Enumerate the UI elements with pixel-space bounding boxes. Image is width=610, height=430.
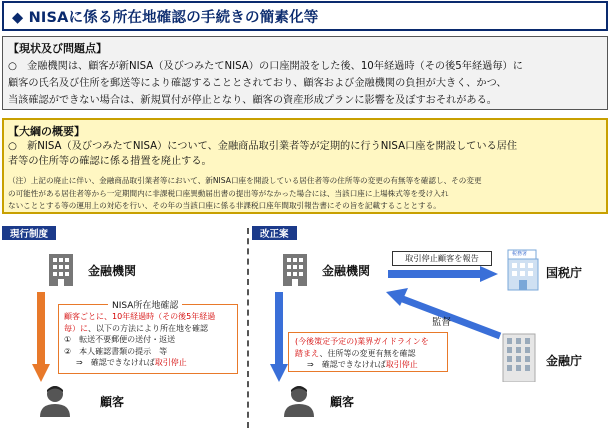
building-icon bbox=[44, 252, 78, 286]
current-system-tag: 現行制度 bbox=[2, 226, 56, 240]
guide-result: ⇒ 確認できなければ取引停止 bbox=[307, 360, 418, 369]
person-icon bbox=[282, 383, 316, 417]
current-flow-arrow bbox=[32, 292, 50, 382]
guide-line: 踏まえ、住所等の変更有無を確認 bbox=[295, 348, 416, 358]
reform-flow-arrow bbox=[270, 292, 288, 382]
person-icon bbox=[38, 383, 72, 417]
page-title: ◆ NISAに係る所在地確認の手続きの簡素化等 bbox=[2, 1, 608, 31]
confirm-item: ① 転送不要郵便の送付・返送 bbox=[64, 335, 176, 344]
note-line: （注）上記の廃止に伴い、金融商品取引業者等において、新NISA口座を開設している居住者等の住所等の変更の有無等を確認し、その変更 bbox=[8, 176, 482, 185]
current-customer-label: 顧客 bbox=[100, 395, 125, 409]
outline-body bbox=[8, 139, 602, 169]
confirm-line: 顧客ごとに、10年経過時（その後5年経過 bbox=[64, 312, 216, 321]
reform-institution-label: 金融機関 bbox=[322, 264, 371, 278]
current-confirm-box bbox=[58, 300, 238, 374]
note-line: の可能性がある居住者等から一定期間内に非課税口座異動届出書の提出等がなかった場合には、当該口座に上場株式等を受け入れ bbox=[8, 188, 449, 198]
report-label-box: 取引停止顧客を報告 bbox=[392, 251, 492, 266]
status-heading: 【現状及び問題点】 bbox=[8, 42, 107, 55]
confirm-line: 毎）に、以下の方法により所在地を確認 bbox=[64, 323, 208, 333]
building-icon bbox=[278, 252, 312, 286]
status-line: 顧客の氏名及び住所を郵送等により確認することとされており、顧客および金融機関の負担が大きく、かつ、 bbox=[8, 78, 507, 89]
confirm-title: NISA所在地確認 bbox=[108, 298, 182, 311]
guide-line: (今後策定予定の)業界ガイドラインを bbox=[295, 337, 429, 346]
status-line: 当該確認ができない場合は、新規買付が停止となり、顧客の資産形成プランに影響を及ぼすおそれがある。 bbox=[8, 95, 497, 106]
report-arrow bbox=[388, 266, 498, 282]
outline-note bbox=[8, 175, 602, 213]
outline-heading: 【大綱の概要】 bbox=[8, 125, 85, 138]
confirm-result: ⇒ 確認できなければ取引停止 bbox=[76, 358, 187, 367]
status-line: ○ 金融機関は、顧客が新NISA（及びつみたてNISA）の口座開設をした後、10年経過時（その後5年経過毎）に bbox=[8, 61, 523, 72]
fsa-building-icon bbox=[500, 332, 538, 382]
note-line: ないこととする等の運用上の対応を行い、その年の当該口座に係る非課税口座年間取引報告書にその旨を記載することとする。 bbox=[8, 201, 441, 210]
reform-guideline-box bbox=[288, 332, 448, 372]
reform-tag: 改正案 bbox=[252, 226, 297, 240]
status-body bbox=[8, 58, 602, 109]
confirm-item: ② 本人確認書類の提示 等 bbox=[64, 346, 168, 356]
fsa-label: 金融庁 bbox=[546, 354, 583, 368]
outline-line: 者等の住所等の確認に係る措置を廃止する。 bbox=[8, 156, 212, 167]
reform-customer-label: 顧客 bbox=[330, 395, 355, 409]
tax-office-label: 国税庁 bbox=[546, 266, 583, 280]
supervision-label: 監督 bbox=[432, 317, 452, 328]
panel-divider bbox=[247, 228, 249, 428]
tax-office-sign: 税務署 bbox=[512, 251, 528, 257]
outline-line: ○ 新NISA（及びつみたてNISA）について、金融商品取引業者等が定期的に行うNISA口座を開設している居住 bbox=[8, 141, 518, 152]
current-institution-label: 金融機関 bbox=[88, 264, 137, 278]
